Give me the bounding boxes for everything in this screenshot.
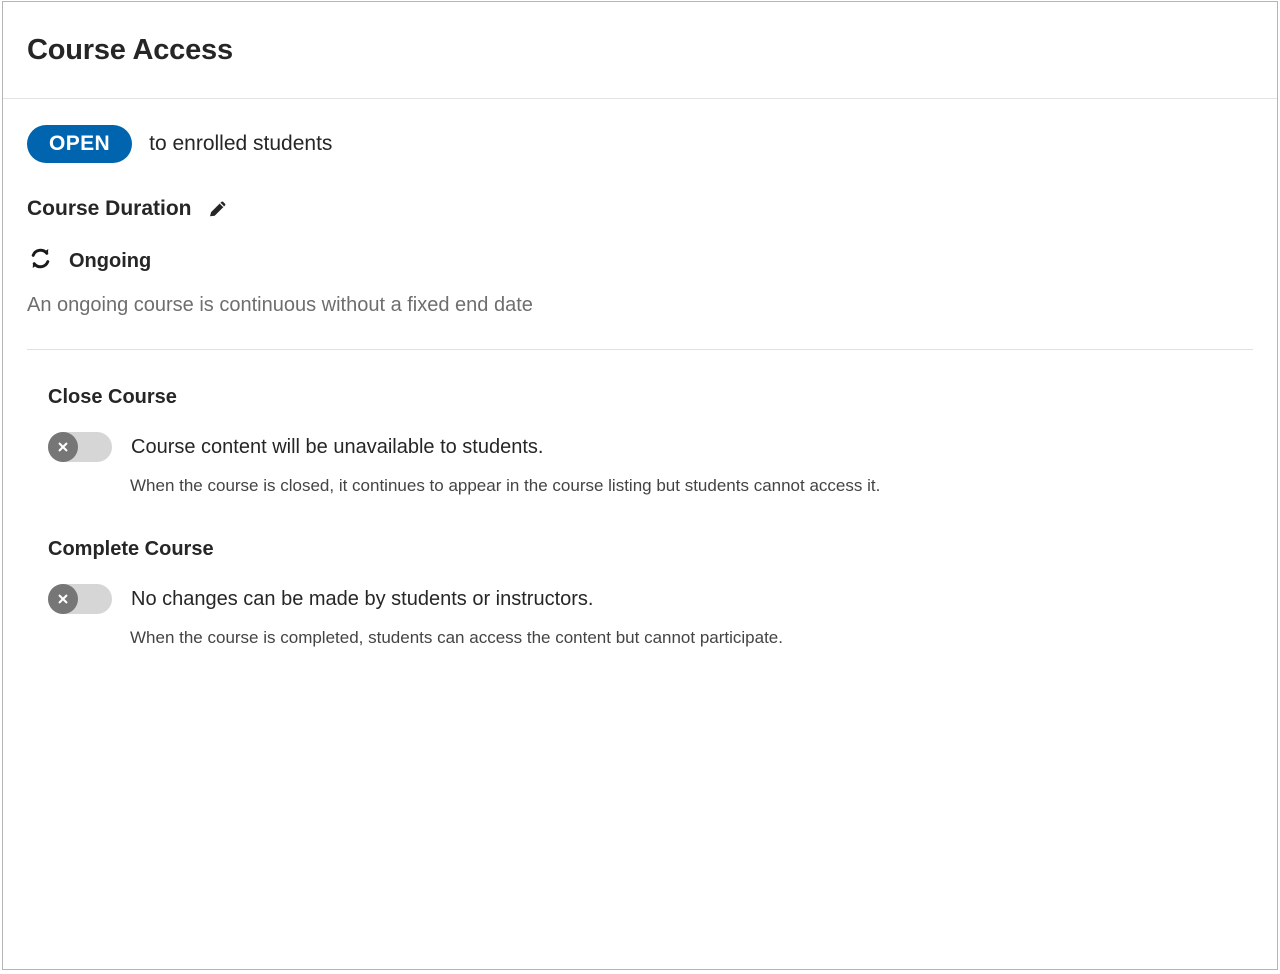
close-course-title: Close Course bbox=[48, 386, 177, 408]
close-course-toggle-label: Course content will be unavailable to students. bbox=[131, 435, 544, 458]
course-duration-row bbox=[27, 197, 1253, 221]
edit-duration-button[interactable] bbox=[206, 197, 230, 221]
complete-course-helper-text: When the course is completed, students can access the content but cannot participate. bbox=[130, 628, 783, 647]
status-badge[interactable]: OPEN bbox=[27, 125, 132, 163]
close-course-toggle[interactable] bbox=[48, 432, 112, 462]
page-title: Course Access bbox=[27, 33, 233, 66]
close-course-helper-text: When the course is closed, it continues to appear in the course listing but students cannot access it. bbox=[130, 476, 881, 495]
complete-course-toggle-row bbox=[48, 584, 1253, 614]
section-divider bbox=[27, 349, 1253, 350]
status-description: to enrolled students bbox=[149, 132, 333, 155]
complete-course-toggle[interactable] bbox=[48, 584, 112, 614]
course-duration-mode-label: Ongoing bbox=[69, 249, 152, 272]
complete-course-title: Complete Course bbox=[48, 538, 214, 560]
panel-header bbox=[3, 2, 1277, 99]
course-duration-description: An ongoing course is continuous without a fixed end date bbox=[27, 294, 533, 316]
course-status-row bbox=[27, 125, 1253, 163]
close-course-section bbox=[27, 386, 1253, 502]
close-course-toggle-row bbox=[48, 432, 1253, 462]
complete-course-section bbox=[27, 538, 1253, 654]
repeat-icon bbox=[27, 245, 54, 277]
panel-body bbox=[3, 99, 1277, 654]
course-duration-label: Course Duration bbox=[27, 197, 192, 220]
x-icon bbox=[48, 584, 78, 614]
complete-course-toggle-label: No changes can be made by students or instructors. bbox=[131, 587, 594, 610]
course-access-panel bbox=[2, 1, 1278, 970]
pencil-icon bbox=[206, 209, 230, 224]
course-duration-mode-row bbox=[27, 245, 1253, 277]
x-icon bbox=[48, 432, 78, 462]
